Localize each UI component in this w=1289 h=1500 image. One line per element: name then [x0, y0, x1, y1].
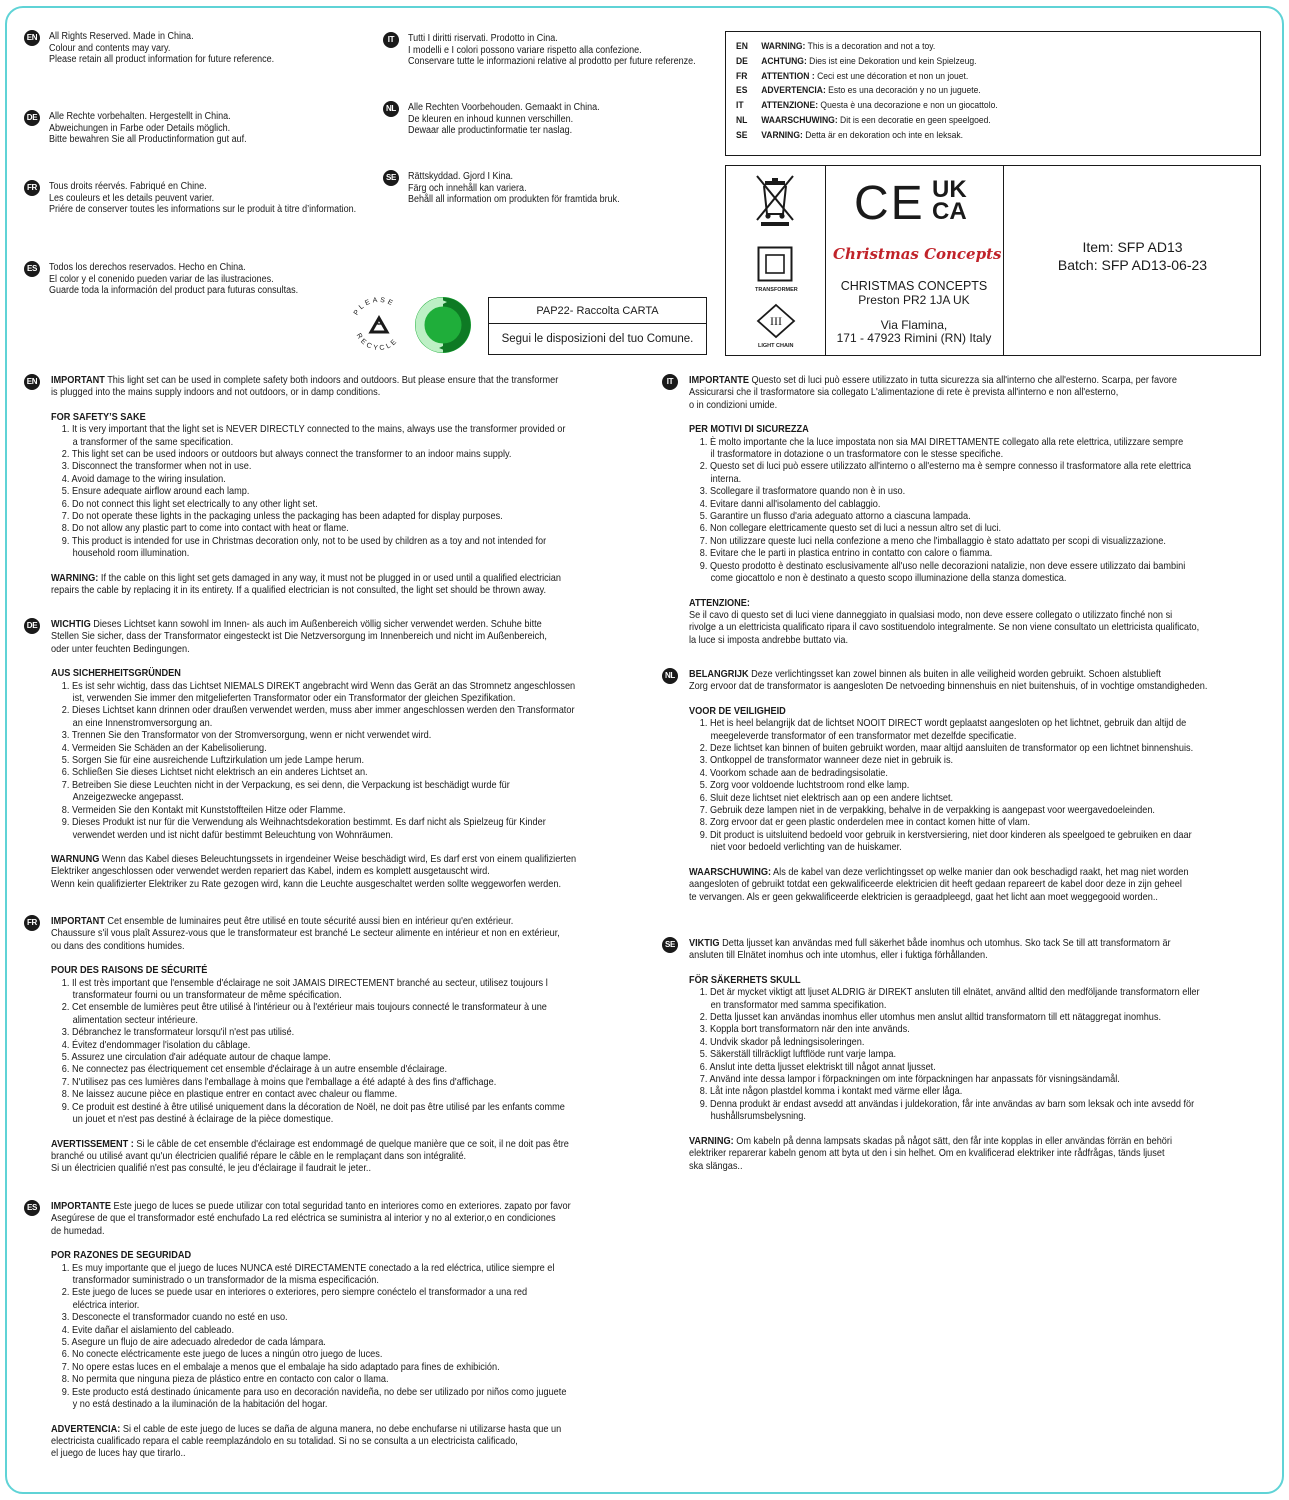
intro-line: [51, 375, 565, 387]
safety-item: 9. Este producto está destinado únicamente para uso en decoración navideña, no debe ser utilizado por niños como juguete: [61, 1386, 567, 1398]
safety-item: 5. Ensure adequate airflow around each lamp.: [61, 486, 250, 498]
warning-text: Dit is een decoratie en geen speelgoed.: [837, 115, 991, 126]
safety-heading: VOOR DE VEILIGHEID: [689, 705, 786, 717]
warning-line: Elektriker angeschlossen oder verwendet werden repariert das Kabel, indem es komplett ausgetauscht wird.: [51, 866, 490, 878]
safety-item: 6. Schließen Sie dieses Lichtset nicht elektrisch an ein anderes Lichtset an.: [61, 767, 368, 779]
double-insulation-icon: [757, 246, 793, 282]
warning-line: Se il cavo di questo set di luci viene danneggiato in qualsiasi modo, non deve essere collegato o utilizzato finché non si: [689, 609, 1173, 621]
safety-item: 3. Ontkoppel de transformator wanneer deze niet in gebruik is.: [699, 755, 954, 767]
safety-item: 7. No opere estas luces en el embalaje a menos que el embalaje ha sido adaptado para fines de exhibición.: [61, 1361, 500, 1373]
intro-text: Este juego de luces se puede utilizar con total seguridad tanto en interiores como en exteriores. zapato por favor: [110, 1201, 571, 1212]
svg-text:PLEASE: [353, 297, 396, 317]
warning-line: aangesloten of gebruikt totdat een gekwalificeerde elektricien dit heeft gedaan repareert de kabel door deze in zijn geheel: [689, 879, 1182, 891]
warning-text: Detta är en dekoration och inte en leksak.: [802, 129, 964, 141]
safety-item: 5. Assurez une circulation d'air adéquate autour de chaque lampe.: [61, 1052, 331, 1064]
language-badge-en: EN: [24, 30, 40, 46]
safety-item: 3. Desconecte el transformador cuando no esté en uso.: [61, 1312, 288, 1324]
safety-item: 8. Ne laissez aucune pièce en plastique entrer en contact avec chaleur ou flamme.: [61, 1089, 398, 1101]
safety-item: un jouet et n'est pas destiné à éclairage de la pièce domestique.: [72, 1114, 334, 1126]
warning-text: Esto es una decoración y no un juguete.: [825, 85, 981, 97]
notice-line: Tutti I diritti riservati. Prodotto in Cina.: [408, 33, 558, 44]
notice-se: [408, 171, 620, 206]
notice-es: [49, 262, 298, 297]
warning-text: This is a decoration and not a toy.: [805, 41, 936, 52]
warning-text: Questa è una decorazione e non un giocattolo.: [818, 100, 998, 112]
language-badge-nl: NL: [662, 668, 678, 684]
notice-line: Behåll all information om produkten för framtida bruk.: [408, 194, 620, 206]
safety-item: 1. Het is heel belangrijk dat de lichtset NOOIT DIRECT wordt geplaatst aangesloten op het lichtnet, gebruik dan altijd de: [699, 718, 1187, 730]
warning-row-fr: [736, 71, 968, 83]
intro-line: o in condizioni umide.: [689, 399, 778, 411]
language-badge-se: SE: [662, 937, 678, 953]
safety-item: 5. Asegure un flujo de aire adecuado alrededor de cada lámpara.: [61, 1337, 326, 1349]
item-number: Item: SFP AD13: [1082, 239, 1183, 255]
safety-item: 8. Do not allow any plastic part to come into contact with heat or flame.: [61, 523, 349, 535]
language-badge-it: IT: [383, 32, 399, 48]
safety-item: 3. Disconnect the transformer when not in use.: [61, 461, 252, 473]
safety-item: 8. Låt inte någon plastdel komma i kontakt med värme eller låga.: [699, 1086, 963, 1098]
safety-item: meegeleverde transformator of een transformator met dezelfde specificatie.: [710, 730, 1017, 742]
safety-item: 7. N'utilisez pas ces lumières dans l'emballage à moins que l'emballage a été adapté à des fins d'affichage.: [61, 1076, 497, 1088]
safety-item: niet voor bedoeld verlichting van de huiskamer.: [710, 842, 902, 854]
intro-text: Deze verlichtingsset kan zowel binnen als buiten in alle veiligheid worden gebruikt. Schoen alstublieft: [748, 669, 1161, 680]
language-badge-nl: NL: [383, 101, 399, 117]
warning-row-es: [736, 85, 981, 97]
safety-item: 5. Garantire un flusso d'aria adeguato attorno a ciascuna lampada.: [699, 511, 971, 523]
notice-en: [49, 31, 274, 66]
safety-item: il trasformatore in dotazione o un trasformatore con le stesse specifiche.: [710, 449, 1004, 461]
safety-item: 6. Sluit deze lichtset niet elektrisch aan op een andere lichtset.: [699, 792, 954, 804]
intro-line: Zorg ervoor dat de transformator is aangesloten De netvoeding binnenshuis en niet buitenshuis, of in vochtige omstandigheden.: [689, 681, 1208, 693]
notice-line: Tous droits réervés. Fabriqué en Chine.: [49, 181, 207, 192]
instructions-it: [689, 375, 1199, 647]
language-badge-de: DE: [24, 618, 40, 634]
safety-item: verwendet werden und ist nicht dafür bestimmt Beleuchtung von Wohnräumen.: [72, 829, 394, 841]
safety-item: Anzeigezwecke angepasst.: [72, 792, 184, 804]
spacer: [51, 1412, 571, 1424]
intro-line: [689, 938, 1200, 950]
warning-label: ADVERTENCIA:: [51, 1423, 121, 1435]
notice-line: Les couleurs et les details peuvent varier.: [49, 192, 215, 204]
green-dot-icon: [414, 296, 472, 354]
safety-item: 2. Dieses Lichtset kann drinnen oder draußen verwendet werden, muss aber immer angeschlossen werden den Transformator: [61, 705, 575, 717]
warning-text: Si el cable de este juego de luces se daña de alguna manera, no debe enchufarse ni utilizarse hasta que un: [120, 1423, 562, 1435]
safety-heading: AUS SICHERHEITSGRÜNDEN: [51, 668, 181, 680]
ce-mark: CE: [854, 177, 925, 230]
intro-line: Chaussure s'il vous plaît Assurez-vous que le transformateur est branché Le secteur alimente en intérieur et non en extérieur,: [51, 928, 560, 940]
intro-line: ou dans des conditions humides.: [51, 940, 185, 952]
spacer: [689, 1124, 1200, 1136]
warning-line: [51, 854, 576, 866]
light-chain-caption: LIGHT CHAIN: [758, 343, 794, 349]
warning-row-it: [736, 100, 998, 112]
warning-label: VARNING:: [761, 129, 803, 141]
safety-item: 6. Non collegare elettricamente questo set di luci a nessun altro set di luci.: [699, 523, 1002, 535]
intro-text: Detta ljusset kan användas med full säkerhet både inomhus och utomhus. Sko tack Se till att transformatorn är: [719, 938, 1171, 949]
safety-item: 5. Sorgen Sie für eine ausreichende Luftzirkulation um jede Lampe herum.: [61, 755, 365, 767]
instructions-de: [51, 619, 576, 891]
safety-item: 2. Este juego de luces se puede usar en interiores o exteriores, pero siempre conéctelo el transformador a una red: [61, 1287, 528, 1299]
intro-line: ansluten till Elnätet inomhus och inte utomhus, eller i fuktiga förhållanden.: [689, 950, 988, 962]
intro-label: IMPORTANT: [51, 375, 105, 386]
safety-item: 6. Do not connect this light set electrically to any other light set.: [61, 498, 318, 510]
intro-text: Cet ensemble de luminaires peut être utilisé en toute sécurité aussi bien en intérieur qu'en extérieur.: [104, 916, 514, 927]
spacer: [51, 842, 576, 854]
warning-lang-code: NL: [736, 115, 748, 126]
intro-line: oder unter feuchten Bedingungen.: [51, 643, 190, 655]
intro-label: WICHTIG: [51, 619, 91, 630]
safety-item: 9. This product is intended for use in Christmas decoration only, not to be used by children as a toy and not intended for: [61, 535, 547, 547]
safety-item: household room illumination.: [72, 548, 190, 560]
warning-label: WAARSCHUWING:: [689, 866, 772, 878]
class-iii-icon: [756, 303, 796, 339]
notice-line: Please retain all product information for future reference.: [49, 54, 275, 66]
safety-item: 3. Débranchez le transformateur lorsqu'il n'est pas utilisé.: [61, 1027, 295, 1039]
safety-heading: POR RAZONES DE SEGURIDAD: [51, 1250, 192, 1262]
safety-item: 8. Vermeiden Sie den Kontakt mit Kunststoffteilen Hitze oder Flamme.: [61, 804, 346, 816]
safety-item: 2. Questo set di luci può essere utilizzato all'interno o all'esterno ma è sempre connesso il trasformatore alla rete elettrica: [699, 461, 1192, 473]
safety-item: 3. Koppla bort transformatorn när den inte används.: [699, 1024, 910, 1036]
language-badge-es: ES: [24, 261, 40, 277]
warning-text: If the cable on this light set gets damaged in any way, it must not be plugged in or used until a qualified electrician: [98, 572, 562, 584]
safety-item: en transformator med samma specifikation.: [710, 999, 887, 1011]
notice-line: Alle Rechten Voorbehouden. Gemaakt in China.: [408, 102, 600, 113]
toy-warning-box: [725, 31, 1261, 156]
notice-line: Bitte bewahren Sie all Productinformation gut auf.: [49, 134, 247, 146]
divider: [1003, 166, 1004, 355]
brand-name: CHRISTMAS CONCEPTS: [840, 279, 988, 293]
safety-item: a transformer of the same specification.: [72, 436, 234, 448]
warning-line: [689, 867, 1207, 879]
intro-text: Questo set di luci può essere utilizzato in tutta sicurezza sia all'interno che all'esterno. Scarpa, per favore: [748, 375, 1177, 386]
notice-it: [408, 33, 696, 68]
warning-label: ACHTUNG:: [761, 55, 807, 67]
warning-label: ATTENZIONE:: [689, 597, 750, 609]
notice-line: Alle Rechte vorbehalten. Hergestellt in China.: [49, 111, 231, 122]
language-badge-fr: FR: [24, 915, 40, 931]
notice-line: Conservare tutte le informazioni relative al prodotto per future referenze.: [408, 56, 696, 68]
safety-item: 4. Undvik skador på ledningsisoleringen.: [699, 1036, 865, 1048]
warning-line: elektriker reparerar kabeln genom att byta ut den i sin helhet. Om en kvalificerad elektriker inte rådfrågas, tänds ljuset: [689, 1148, 1165, 1160]
intro-line: [51, 1201, 571, 1213]
safety-item: 4. Evitare danni all'isolamento del cablaggio.: [699, 498, 881, 510]
safety-item: 8. Evitare che le parti in plastica entrino in contatto con calore o fiamma.: [699, 548, 993, 560]
language-badge-se: SE: [383, 170, 399, 186]
warning-row-de: [736, 56, 976, 68]
safety-item: 9. Denna produkt är endast avsedd att användas i juldekoration, får inte användas av barn som leksak och inte avsedd för: [699, 1098, 1195, 1110]
transformer-caption: TRANSFORMER: [755, 287, 798, 293]
warning-line: [51, 1424, 571, 1436]
safety-item: 4. Vermeiden Sie Schäden an der Kabelisolierung.: [61, 742, 267, 754]
safety-item: y no está destinado a la iluminación de la habitación del hogar.: [72, 1399, 328, 1411]
safety-item: 5. Zorg voor voldoende luchtstroom rond elke lamp.: [699, 780, 910, 792]
class-iii-text: III: [770, 314, 782, 328]
intro-line: [51, 619, 576, 631]
intro-line: Assicurarsi che il trasformatore sia collegato L'alimentazione di rete è prevista all'interno e non all'esterno,: [689, 387, 1119, 399]
safety-item: 7. Non utilizzare queste luci nella confezione a meno che l'imballaggio è stato adattato per scopi di visualizzazione.: [699, 535, 1166, 547]
batch-number: Batch: SFP AD13-06-23: [1057, 257, 1208, 273]
notice-line: Färg och innehåll kan variera.: [408, 182, 527, 194]
safety-item: 2. This light set can be used indoors or outdoors but always connect the transformer to an indoor mains supply.: [61, 449, 512, 461]
safety-item: 1. It is very important that the light set is NEVER DIRECTLY connected to the mains, always use the transformer provided or: [61, 424, 566, 436]
notice-line: Dewaar alle productinformatie ter naslag.: [408, 125, 573, 137]
safety-item: 2. Cet ensemble de lumières peut être utilisé à l'intérieur ou à l'extérieur mais toujours connecté le transformateur à une: [61, 1002, 547, 1014]
intro-label: BELANGRIJK: [689, 669, 749, 680]
notice-line: I modelli e I colori possono variare rispetto alla confezione.: [408, 44, 642, 56]
safety-item: 9. Dieses Produkt ist nur für die Verwendung als Weihnachtsdekoration bestimmt. Es darf nicht als Spielzeug für Kinder: [61, 817, 546, 829]
intro-label: IMPORTANT: [51, 916, 105, 927]
warning-line: repairs the cable by replacing it in its entirety. If a qualified electrician is not consulted, the light set should be thrown away.: [51, 585, 547, 597]
spacer: [51, 1127, 569, 1139]
notice-line: Priére de conserver toutes les informations sur le produit à titre d’information.: [49, 204, 357, 216]
notice-line: Rättskyddad. Gjord I Kina.: [408, 171, 514, 182]
intro-label: IMPORTANTE: [51, 1201, 111, 1212]
warning-line: el juego de luces hay que tirarlo..: [51, 1448, 186, 1460]
safety-item: transformador suministrado o un transformador de la misma especificación.: [72, 1275, 379, 1287]
notice-line: All Rights Reserved. Made in China.: [49, 31, 194, 42]
warning-line: rivolge a un elettricista qualificato ripara il cavo sostituendolo integralmente. Se non viene consultato un elettricista qualificato,: [689, 622, 1200, 634]
intro-label: VIKTIG: [689, 938, 720, 949]
safety-item: an eine Innenstromversorgung an.: [72, 717, 213, 729]
warning-line: [689, 1136, 1200, 1148]
warning-lang-code: DE: [736, 55, 748, 67]
warning-line: Si un électricien qualifié n'est pas consulté, le jeu d'éclairage il faudrait le jeter..: [51, 1163, 372, 1175]
warning-text: Ceci est une décoration et non un jouet.: [814, 70, 969, 82]
notice-de: [49, 111, 247, 146]
safety-item: 2. Deze lichtset kan binnen of buiten gebruikt worden, maar altijd aansluiten de transformator op een lichtnet binnenshuis.: [699, 743, 1194, 755]
warning-label: WARNING:: [51, 572, 99, 584]
warning-label: AVERTISSEMENT :: [51, 1138, 134, 1150]
warning-text: Wenn das Kabel dieses Beleuchtungssets in irgendeiner Weise beschädigt wird, Es darf erst von einem qualifizierten: [99, 853, 577, 865]
brand-address-it-1: Via Flamina,: [880, 318, 948, 332]
instructions-fr: [51, 916, 569, 1176]
warning-lang-code: SE: [736, 129, 748, 141]
brand-address-it-2: 171 - 47923 Rimini (RN) Italy: [836, 331, 992, 345]
instructions-en: [51, 375, 565, 598]
safety-item: 3. Trennen Sie den Transformator von der Stromversorgung, wenn er nicht verwendet wird.: [61, 730, 432, 742]
safety-item: 9. Ce produit est destiné à être utilisé uniquement dans la décoration de Noël, ne doit pas être utilisé par les enfants comme: [61, 1101, 565, 1113]
language-badge-es: ES: [24, 1200, 40, 1216]
instructions-se: [689, 938, 1200, 1173]
notice-line: Colour and contents may vary.: [49, 42, 171, 54]
warning-label: ATTENTION :: [761, 70, 815, 82]
safety-item: 8. No permita que ninguna pieza de plástico entre en contacto con calor o llama.: [61, 1374, 389, 1386]
warning-line: [51, 573, 565, 585]
warning-lang-code: EN: [736, 41, 748, 52]
warning-lang-code: FR: [736, 70, 748, 82]
notice-line: Todos los derechos reservados. Hecho en China.: [49, 262, 246, 273]
safety-heading: PER MOTIVI DI SICUREZZA: [689, 424, 809, 436]
instructions-es: [51, 1201, 571, 1461]
intro-line: [689, 375, 1199, 387]
warning-lang-code: IT: [736, 100, 744, 112]
safety-item: come giocattolo e non è destinato a questo scopo illuminazione della stanza domestica.: [710, 573, 1067, 585]
instructions-nl: [689, 669, 1207, 904]
weee-bin-icon: [751, 172, 799, 228]
language-badge-de: DE: [24, 110, 40, 126]
notice-line: El color y el conenido pueden variar de las ilustraciones.: [49, 273, 274, 285]
safety-item: 4. Voorkom schade aan de bedradingsisolatie.: [699, 767, 888, 779]
warning-row-en: [736, 41, 935, 53]
language-badge-fr: FR: [24, 180, 40, 196]
warning-label: ATTENZIONE:: [761, 100, 819, 112]
recycle-logo-bottom-text: RECYCLE: [354, 332, 400, 353]
recycle-mark: ♻: [375, 320, 383, 327]
safety-heading: POUR DES RAISONS DE SÉCURITÉ: [51, 965, 208, 977]
intro-line: [689, 669, 1207, 681]
intro-text: This light set can be used in complete safety both indoors and outdoors. But please ensure that the transformer: [104, 375, 559, 386]
safety-item: 6. No conecte eléctricamente este juego de luces a ningún otro juego de luces.: [61, 1349, 383, 1361]
warning-lang-code: ES: [736, 85, 748, 97]
safety-item: 6. Anslut inte detta ljusset elektriskt till något annat ljusset.: [699, 1061, 936, 1073]
safety-item: 4. Evite dañar el aislamiento del cableado.: [61, 1324, 235, 1336]
ukca-top: UK: [932, 176, 967, 203]
safety-item: 7. Do not operate these lights in the packaging unless the packaging has been adapted for display purposes.: [61, 511, 503, 523]
safety-item: 4. Évitez d'endommager l'isolation du câblage.: [61, 1039, 251, 1051]
safety-heading: FOR SAFETY’S SAKE: [51, 411, 146, 423]
warning-line: electricista cualificado repara el cable reemplazándolo en su totalidad. Si no se consulta a un electricista calificado,: [51, 1435, 518, 1447]
ukca-mark: [932, 176, 967, 225]
ukca-bottom: CA: [932, 198, 967, 225]
warning-label: ADVERTENCIA:: [761, 85, 826, 97]
safety-item: eléctrica interior.: [72, 1299, 140, 1311]
warning-line: branché ou utilisé avant qu'un électricien qualifié répare le câble en le remplaçant dans son intégralité.: [51, 1150, 467, 1162]
intro-line: Stellen Sie sicher, dass der Transformator eingesteckt ist Die Netzversorgung im Innenbereich und nicht im Außenbereich,: [51, 631, 547, 643]
safety-item: 9. Questo prodotto è destinato esclusivamente all'uso nelle decorazioni natalizie, non deve essere utilizzato dai bambini: [699, 560, 1186, 572]
notice-nl: [408, 102, 600, 137]
warning-label: WAARSCHUWING:: [761, 115, 838, 126]
notice-line: De kleuren en inhoud kunnen verschillen.: [408, 113, 574, 125]
pap-disposal-note: Segui le disposizioni del tuo Comune.: [501, 333, 694, 345]
warning-text: Dies ist eine Dekoration und kein Spielzeug.: [806, 55, 977, 67]
safety-item: 5. Säkerställ tillräckligt luftflöde runt varje lampa.: [699, 1049, 896, 1061]
language-badge-it: IT: [662, 374, 678, 390]
notice-line: Abweichungen in Farbe oder Details möglich.: [49, 122, 231, 134]
spacer: [689, 586, 1199, 598]
intro-label: IMPORTANTE: [689, 375, 749, 386]
warning-text: Als de kabel van deze verlichtingsset op welke manier dan ook beschadigd raakt, het mag niet worden: [771, 866, 1189, 878]
notice-line: Guarde toda la información del product para futuras consultas.: [49, 285, 299, 297]
warning-line: la luce si imposta andrebbe buttato via.: [689, 634, 849, 646]
safety-item: 1. Es muy importante que el juego de luces NUNCA esté DIRECTAMENTE conectado a la red eléctrica, utilice siempre el: [61, 1262, 555, 1274]
safety-item: 7. Använd inte dessa lampor i förpackningen om inte förpackningen har anpassats för visningsändamål.: [699, 1074, 1120, 1086]
safety-item: alimentation secteur intérieure.: [72, 1014, 198, 1026]
safety-item: 4. Avoid damage to the wiring insulation.: [61, 473, 226, 485]
warning-row-nl: [736, 115, 991, 127]
please-recycle-logo: [346, 294, 412, 356]
warning-line: [51, 1139, 569, 1151]
svg-text:RECYCLE: [355, 332, 400, 352]
warning-label: WARNING:: [761, 41, 806, 52]
warning-text: Om kabeln på denna lampsats skadas på något sätt, den får inte kopplas in eller användas förrän en behöri: [733, 1135, 1173, 1147]
safety-item: 7. Betreiben Sie diese Leuchten nicht in der Verpackung, es sei denn, die Verpackung ist beschädigt wurde für: [61, 779, 510, 791]
notice-fr: [49, 181, 356, 216]
product-label-box: [725, 165, 1261, 356]
recycle-logo-top-text: PLEASE: [352, 296, 396, 317]
language-badge-en: EN: [24, 374, 40, 390]
safety-item: 7. Gebruik deze lampen niet in de verpakking, behalve in de verpakking is aangepast voor weergavedoeleinden.: [699, 805, 1155, 817]
safety-item: hushållsrumsbelysning.: [710, 1111, 806, 1123]
paper-recycling-box: [488, 297, 707, 355]
divider: [825, 166, 826, 355]
intro-line: de humedad.: [51, 1225, 105, 1237]
brand-logo: Christmas Concepts: [833, 245, 1002, 263]
pap-code-label: PAP22- Raccolta CARTA: [489, 298, 706, 324]
intro-line: is plugged into the mains supply indoors and not outdoors, or in damp conditions.: [51, 387, 381, 399]
spacer: [51, 561, 565, 573]
warning-text: Si le câble de cet ensemble d'éclairage est endommagé de quelque manière que ce soit, il ne doit pas être: [133, 1138, 569, 1150]
warning-line: te vervangen. Als er geen gekwalificeerde elektricien is geraadpleegd, gaat het licht aan moet weggegooid worden..: [689, 891, 1158, 903]
safety-item: 2. Detta ljusset kan användas inomhus eller utomhus men anslut alltid transformatorn till ett nätaggregat inomhus.: [699, 1012, 1162, 1024]
safety-item: interna.: [710, 473, 742, 485]
brand-address-uk: Preston PR2 1JA UK: [858, 293, 970, 307]
safety-item: 9. Dit product is uitsluitend bedoeld voor gebruik in kerstversiering, niet door kinderen als speelgoed te gebruiken en daar: [699, 829, 1192, 841]
safety-item: 1. È molto importante che la luce impostata non sia MAI DIRETTAMENTE collegato alla rete elettrica, utilizzare sempre: [699, 436, 1184, 448]
safety-item: 1. Es ist sehr wichtig, dass das Lichtset NIEMALS DIREKT angebracht wird Wenn das Gerät an das Stromnetz angeschlossen: [61, 680, 576, 692]
intro-text: Dieses Lichtset kann sowohl im Innen- als auch im Außenbereich völlig sicher verwendet werden. Schuhe bitte: [90, 619, 542, 630]
safety-item: transformateur fourni ou un transformateur de même spécification.: [72, 990, 342, 1002]
safety-item: 8. Zorg ervoor dat er geen plastic onderdelen mee in contact komen hitte of vlam.: [699, 817, 1031, 829]
spacer: [689, 855, 1207, 867]
warning-row-se: [736, 130, 963, 142]
safety-item: 1. Il est très important que l'ensemble d'éclairage ne soit JAMAIS DIRECTEMENT branché au secteur, utilisez toujours l: [61, 977, 548, 989]
warning-label: VARNING:: [689, 1135, 734, 1147]
safety-item: ist, verwenden Sie immer den mitgelieferten Transformator oder ein Transformator der gleichen Spezifikation.: [72, 693, 516, 705]
safety-item: 1. Det är mycket viktigt att ljuset ALDRIG är DIREKT ansluten till elnätet, använd alltid den medföljande transformatorn eller: [699, 987, 1200, 999]
safety-item: 6. Ne connectez pas électriquement cet ensemble d'éclairage à un autre ensemble d'éclairage.: [61, 1064, 448, 1076]
safety-heading: FÖR SÄKERHETS SKULL: [689, 974, 801, 986]
intro-line: Asegúrese de que el transformador esté enchufado La red eléctrica se suministra al interior y no al exterior,o en condiciones: [51, 1213, 556, 1225]
warning-line: Wenn kein qualifizierter Elektriker zu Rate gezogen wird, kann die Leuchte ausgeschaltet werden sollte weggeworfen werden.: [51, 878, 562, 890]
intro-line: [51, 916, 569, 928]
warning-label: WARNUNG: [51, 853, 100, 865]
warning-line: ska slängas..: [689, 1160, 743, 1172]
safety-item: 3. Scollegare il trasformatore quando non è in uso.: [699, 486, 906, 498]
